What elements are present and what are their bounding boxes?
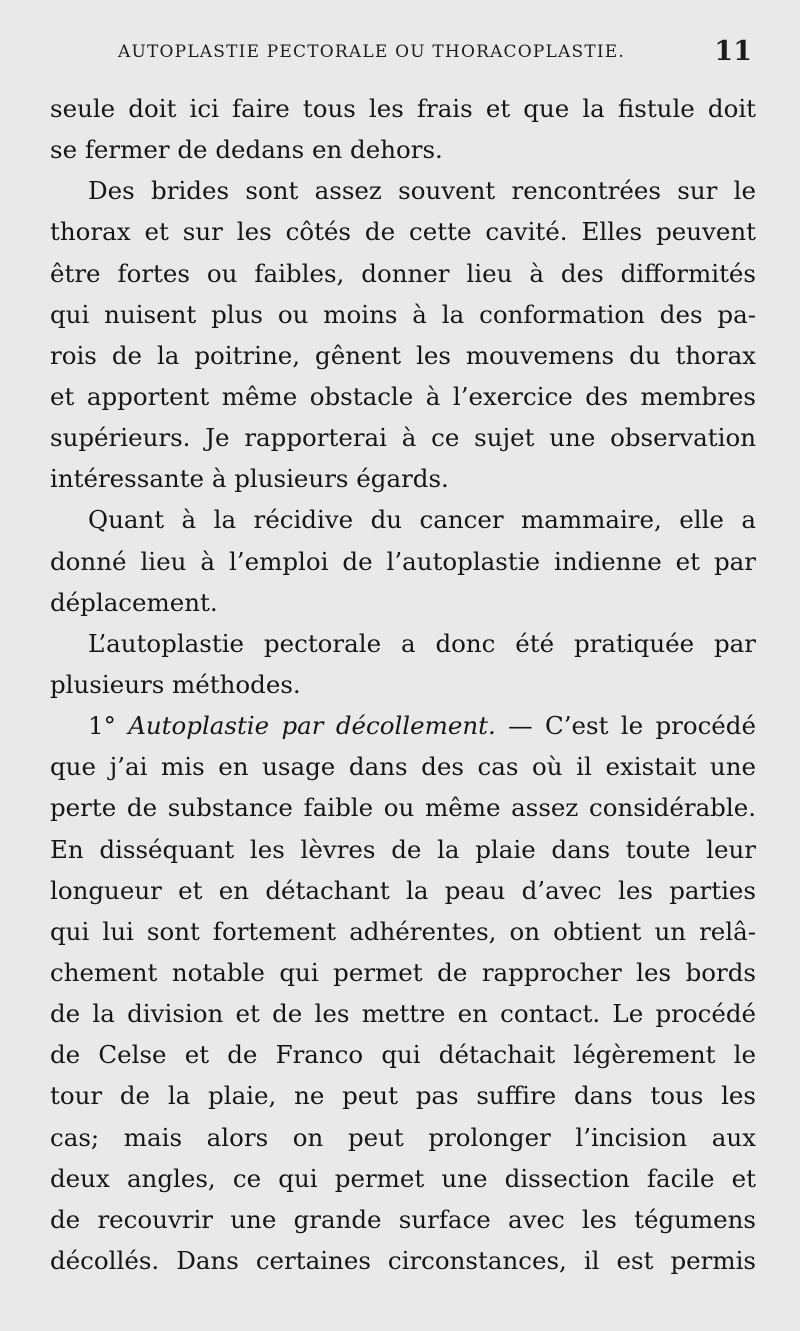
text-line: et apportent même obstacle à l’exercice des membres [50, 381, 756, 411]
text-line: cas; mais alors on peut prolonger l’incision aux [50, 1122, 756, 1152]
text-line: chement notable qui permet de rapprocher les bords [50, 957, 756, 987]
text-line: qui nuisent plus ou moins à la conformation des pa- [50, 299, 756, 329]
text-line: En disséquant les lèvres de la plaie dans toute leur [50, 834, 756, 864]
text-line: deux angles, ce qui permet une dissection facile et [50, 1163, 756, 1193]
text-line: se fermer de dedans en dehors. [50, 135, 443, 165]
text-line: de Celse et de Franco qui détachait légèrement le [50, 1040, 756, 1070]
text-line: tour de la plaie, ne peut pas suffire dans tous les [50, 1081, 756, 1111]
text-line: thorax et sur les côtés de cette cavité. Elles peuvent [50, 217, 756, 247]
text-line: donné lieu à l’emploi de l’autoplastie indienne et par [50, 546, 756, 576]
text-line: L’autoplastie pectorale a donc été pratiquée par [88, 628, 756, 658]
text-line: seule doit ici faire tous les frais et que la fistule doit [50, 94, 756, 123]
text-line: de la division et de les mettre en contact. Le procédé [50, 999, 756, 1029]
page-number: 11 [714, 36, 752, 67]
text-line: qui lui sont fortement adhérentes, on obtient un relâ- [50, 916, 756, 946]
text-line: intéressante à plusieurs égards. [50, 464, 449, 494]
text-line: être fortes ou faibles, donner lieu à des difformités [50, 258, 756, 288]
text-line: perte de substance faible ou même assez considérable. [50, 793, 756, 823]
section-number: 1° [88, 711, 129, 741]
text-line: plusieurs méthodes. [50, 669, 301, 699]
section-heading-continuation: — C’est le procédé [495, 711, 756, 741]
text-line: que j’ai mis en usage dans des cas où il existait une [50, 752, 756, 782]
text-line: de recouvrir une grande surface avec les tégumens [50, 1204, 756, 1234]
text-line: Quant à la récidive du cancer mammaire, elle a [88, 505, 756, 535]
page-header [50, 36, 756, 76]
body-text [50, 88, 756, 1281]
text-line: décollés. Dans certaines circonstances, il est permis [50, 1245, 756, 1275]
running-title: AUTOPLASTIE PECTORALE OU THORACOPLASTIE. [118, 42, 626, 62]
text-line: déplacement. [50, 587, 218, 617]
section-heading-line [50, 705, 756, 746]
section-title: Autoplastie par décollement. [128, 711, 496, 741]
text-line: supérieurs. Je rapporterai à ce sujet une observation [50, 423, 756, 453]
text-line: rois de la poitrine, gênent les mouvemens du thorax [50, 340, 756, 370]
text-line: longueur et en détachant la peau d’avec les parties [50, 875, 756, 905]
text-line: Des brides sont assez souvent rencontrées sur le [88, 176, 756, 206]
